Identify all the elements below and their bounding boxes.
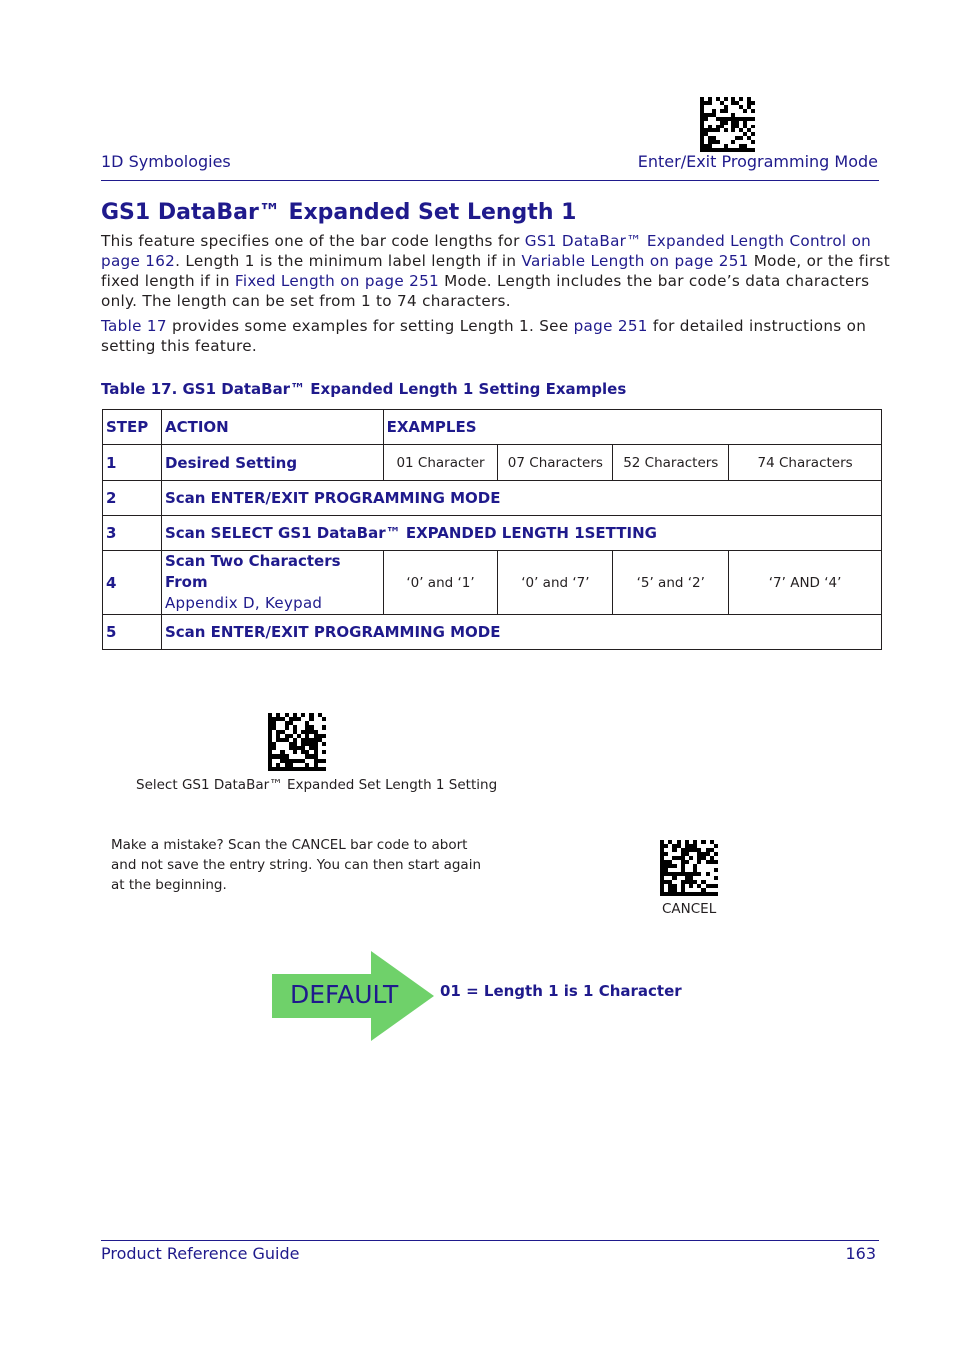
intro-text-3: Mode, or the first fixed length if in xyxy=(101,252,890,290)
example-cell: 01 Character xyxy=(383,445,498,481)
step-number: 5 xyxy=(103,615,162,650)
intro-text-4: Mode. Length includes the bar code’s data characters only. The length can be set from 1 to 74 characters. xyxy=(101,272,870,310)
mistake-note: Make a mistake? Scan the CANCEL bar code to abort and not save the entry string. You can then start again at the beginning. xyxy=(111,837,482,893)
step-action: Scan ENTER/EXIT PROGRAMMING MODE xyxy=(161,481,881,516)
link-expanded-length-control[interactable]: GS1 DataBar™ Expanded Length Control on page 162 xyxy=(101,232,872,270)
table-caption: Table 17. GS1 DataBar™ Expanded Length 1 Setting Examples xyxy=(101,380,627,398)
setting-examples-table xyxy=(102,409,882,650)
example-cell: ‘0’ and ‘1’ xyxy=(383,551,498,615)
step-action: Desired Setting xyxy=(161,445,383,481)
table-row xyxy=(103,481,882,516)
table-header-row xyxy=(103,410,882,445)
page-number: 163 xyxy=(845,1244,876,1263)
header-section: 1D Symbologies xyxy=(101,152,231,171)
step-number: 2 xyxy=(103,481,162,516)
select-barcode-label: Select GS1 DataBar™ Expanded Set Length 1 Setting xyxy=(136,777,498,793)
default-value: 01 = Length 1 is 1 Character xyxy=(440,982,682,1000)
step-number: 1 xyxy=(103,445,162,481)
example-cell: 74 Characters xyxy=(729,445,882,481)
table-row xyxy=(103,445,882,481)
step-action: Scan ENTER/EXIT PROGRAMMING MODE xyxy=(161,615,881,650)
link-page-251[interactable]: page 251 xyxy=(573,317,648,335)
link-fixed-length[interactable]: Fixed Length on page 251 xyxy=(234,272,439,290)
table-row xyxy=(103,516,882,551)
intro2-text-2: for detailed instructions on setting this feature. xyxy=(101,317,867,355)
cancel-label: CANCEL xyxy=(662,901,717,917)
footer-guide-title: Product Reference Guide xyxy=(101,1244,300,1263)
link-variable-length[interactable]: Variable Length on page 251 xyxy=(521,252,749,270)
link-appendix-keypad[interactable]: Appendix D, Keypad xyxy=(164,594,323,612)
intro-text-1: This feature specifies one of the bar code lengths for xyxy=(101,232,525,250)
example-cell: ‘0’ and ‘7’ xyxy=(498,551,613,615)
page-title: GS1 DataBar™ Expanded Set Length 1 xyxy=(101,200,577,225)
step-action xyxy=(161,551,383,615)
cancel-barcode[interactable] xyxy=(660,840,718,896)
table-row xyxy=(103,551,882,615)
footer-rule xyxy=(101,1240,879,1241)
default-label: DEFAULT xyxy=(290,980,399,1009)
header-action: ACTION xyxy=(161,410,383,445)
enter-exit-barcode xyxy=(700,97,755,152)
example-cell: 52 Characters xyxy=(613,445,729,481)
step-number: 4 xyxy=(103,551,162,615)
intro2-text-1: provides some examples for setting Length 1. See xyxy=(166,317,574,335)
intro-paragraph-2 xyxy=(101,316,891,356)
intro-paragraph xyxy=(101,231,891,311)
header-mode: Enter/Exit Programming Mode xyxy=(637,152,878,171)
example-cell: 07 Characters xyxy=(498,445,613,481)
step-action-text: Scan Two Characters From xyxy=(164,552,341,591)
example-cell: ‘5’ and ‘2’ xyxy=(613,551,729,615)
step-action: Scan SELECT GS1 DataBar™ EXPANDED LENGTH 1SETTING xyxy=(161,516,881,551)
select-length1-barcode[interactable] xyxy=(268,713,326,771)
link-table-17[interactable]: Table 17 xyxy=(101,317,167,335)
intro-text-2: . Length 1 is the minimum label length if in xyxy=(175,252,522,270)
table-row xyxy=(103,615,882,650)
header-examples: EXAMPLES xyxy=(383,410,881,445)
step-number: 3 xyxy=(103,516,162,551)
header-step: STEP xyxy=(103,410,162,445)
header-rule xyxy=(101,180,879,181)
example-cell: ‘7’ AND ‘4’ xyxy=(729,551,882,615)
